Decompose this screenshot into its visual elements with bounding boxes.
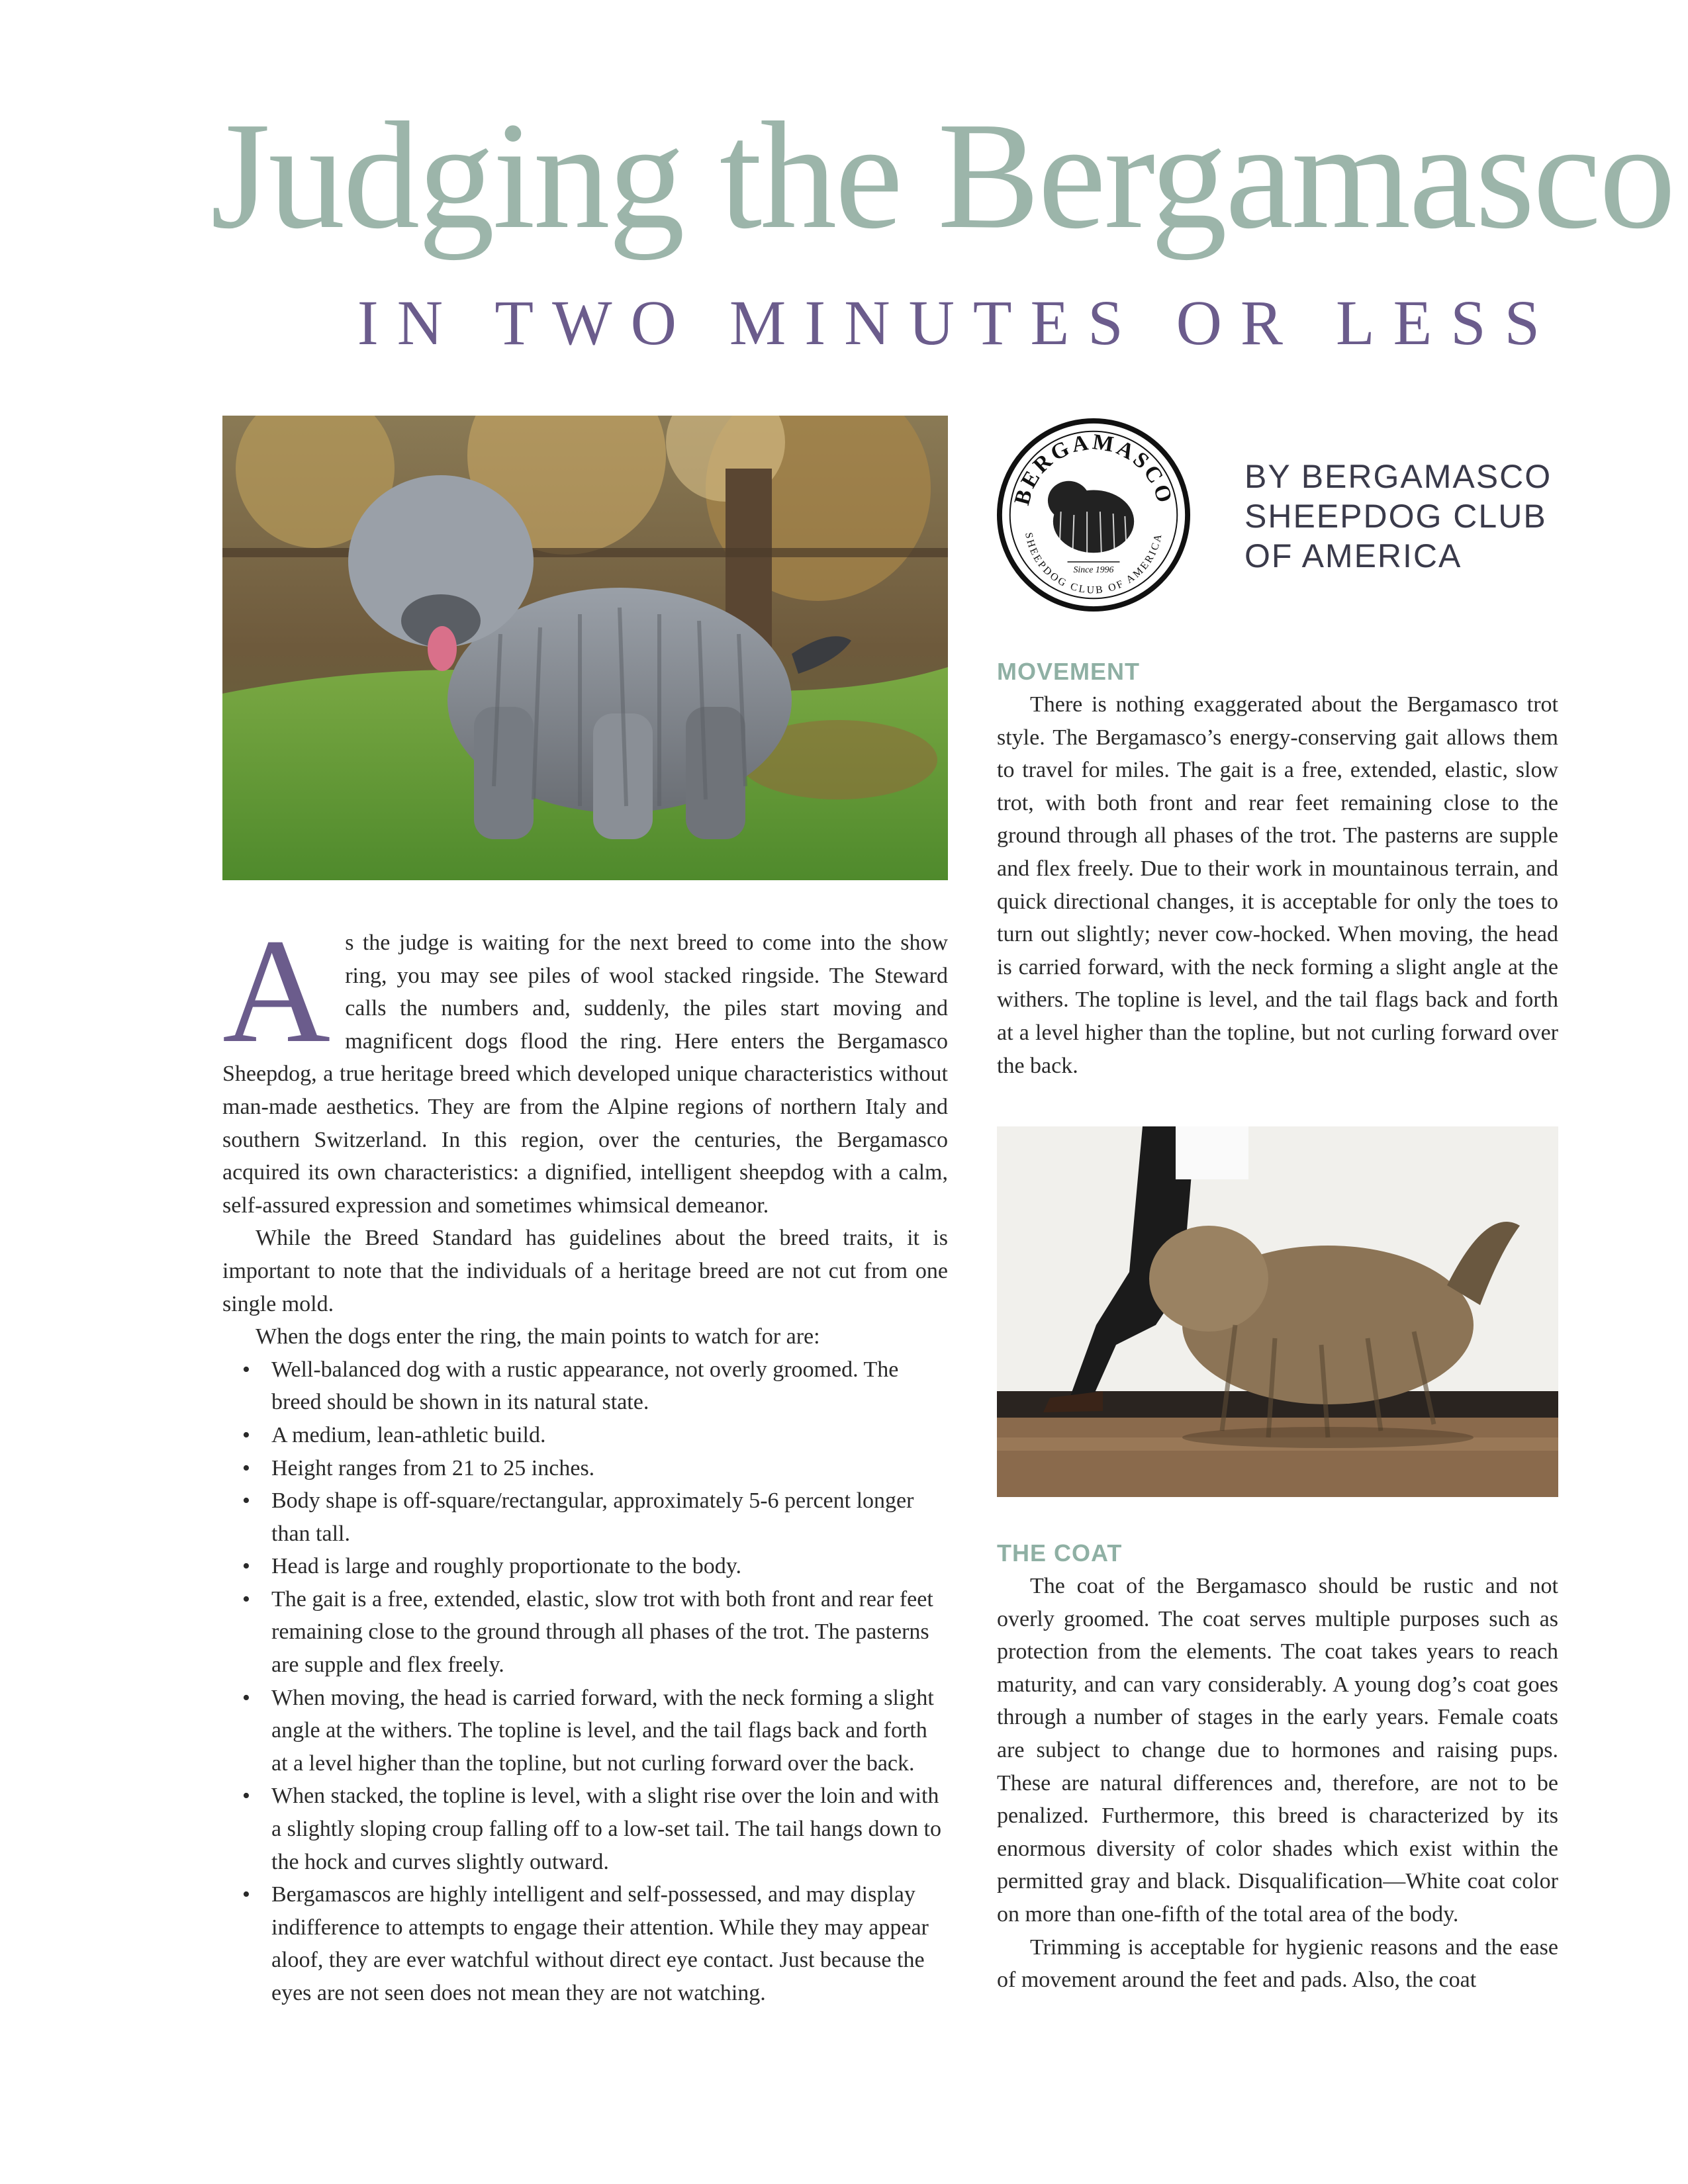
byline-line3: OF AMERICA: [1244, 537, 1462, 574]
coat-heading: THE COAT: [997, 1539, 1123, 1567]
intro-paragraph-2: While the Breed Standard has guidelines about the breed traits, it is important to note that the individuals of a heritage breed are not cut from one single mold.: [222, 1226, 948, 1316]
page-title: Judging the Bergamasco: [211, 91, 1674, 261]
club-logo: [996, 417, 1192, 613]
key-points-list: [222, 1353, 948, 2010]
logo-top-text: BERGAMASCO: [1009, 430, 1178, 508]
page-subtitle: IN TWO MINUTES OR LESS: [357, 287, 1558, 358]
byline-line2: SHEEPDOG CLUB: [1244, 498, 1547, 535]
logo-since: Since 1996: [1073, 564, 1114, 574]
dropcap: A: [222, 908, 331, 1073]
coat-paragraph-1: The coat of the Bergamasco should be rustic and not overly groomed. The coat serves multiple purposes such as protection from the elements. The coat takes years to reach maturity, and can vary considerably. A young dog’s coat goes through a number of stages in the early years. Female coats are subject to change due to hormones and raising pups. These are natural differences and, therefore, are not to be penalized. Furthermore, this breed is characterized by its enormous diversity of color shades which exist within the permitted gray and black. Disqualification—White coat color on more than one-fifth of the total area of the body.: [997, 1574, 1558, 1927]
intro-paragraph-1: [222, 908, 948, 1222]
intro-paragraph-3: When the dogs enter the ring, the main points to watch for are:: [256, 1324, 820, 1349]
coat-section: [997, 1539, 1558, 1997]
byline-line1: BY BERGAMASCO: [1244, 458, 1552, 495]
standing-dog-photo: [222, 416, 948, 880]
list-item: • When stacked, the topline is level, with a slight rise over the loin and with a slightly sloping croup falling off to a low-set tail. The tail hangs down to the hock and curves slightly outward.: [271, 1780, 948, 1878]
list-item: • Well-balanced dog with a rustic appearance, not overly groomed. The breed should be shown in its natural state.: [271, 1353, 948, 1419]
list-item: • The gait is a free, extended, elastic, slow trot with both front and rear feet remaining close to the ground through all phases of the trot. The pasterns are supple and flex freely.: [271, 1583, 948, 1682]
byline: [1244, 457, 1562, 576]
list-item: • Bergamascos are highly intelligent and self-possessed, and may display indifference to attempts to engage their attention. While they may appear aloof, they are ever watchful without direct eye contact. Just because the eyes are not seen does not mean they are not watching.: [271, 1878, 948, 2009]
movement-heading: MOVEMENT: [997, 658, 1141, 685]
list-item: • Head is large and roughly proportionate to the body.: [271, 1550, 948, 1583]
list-item: • Body shape is off-square/rectangular, approximately 5-6 percent longer than tall.: [271, 1484, 948, 1550]
list-item: • A medium, lean-athletic build.: [271, 1419, 948, 1452]
movement-section: [997, 658, 1558, 1082]
gaiting-dog-photo: [997, 1126, 1558, 1497]
list-item: • When moving, the head is carried forward, with the neck forming a slight angle at the withers. The topline is level, and the tail flags back and forth at a level higher than the topline, but not curling forward over the back.: [271, 1682, 948, 1780]
movement-paragraph: There is nothing exaggerated about the Bergamasco trot style. The Bergamasco’s energy-conserving gait allows them to travel for miles. The gait is a free, extended, elastic, slow trot, with both front and rear feet remaining close to the ground through all phases of the trot. The pasterns are supple and flex freely. Due to their work in mountainous terrain, and quick directional changes, it is acceptable for only the toes to turn out slightly; never cow-hocked. When moving, the head is carried forward, with the neck forming a slight angle at the withers. The topline is level, and the tail flags back and forth at a level higher than the topline, but not curling forward over the back.: [997, 692, 1558, 1078]
logo-bottom-text: SHEEPDOG CLUB OF AMERICA: [1023, 531, 1164, 596]
intro-text-1: s the judge is waiting for the next breed to come into the show ring, you may see piles of wool stacked ringside. The Steward calls the numbers and, suddenly, the piles start moving and magnificent dogs flood the ring. Here enters the Bergamasco Sheepdog, a true heritage breed which developed unique characteristics without man-made aesthetics. They are from the Alpine regions of northern Italy and southern Switzerland. In this region, over the centuries, the Bergamasco acquired its own characteristics: a dignified, intelligent sheepdog with a calm, self-assured expression and sometimes whimsical demeanor.: [222, 931, 948, 1218]
list-item: • Height ranges from 21 to 25 inches.: [271, 1452, 948, 1485]
intro-column: [222, 908, 948, 2010]
coat-paragraph-2: Trimming is acceptable for hygienic reasons and the ease of movement around the feet and pads. Also, the coat: [997, 1934, 1558, 1993]
